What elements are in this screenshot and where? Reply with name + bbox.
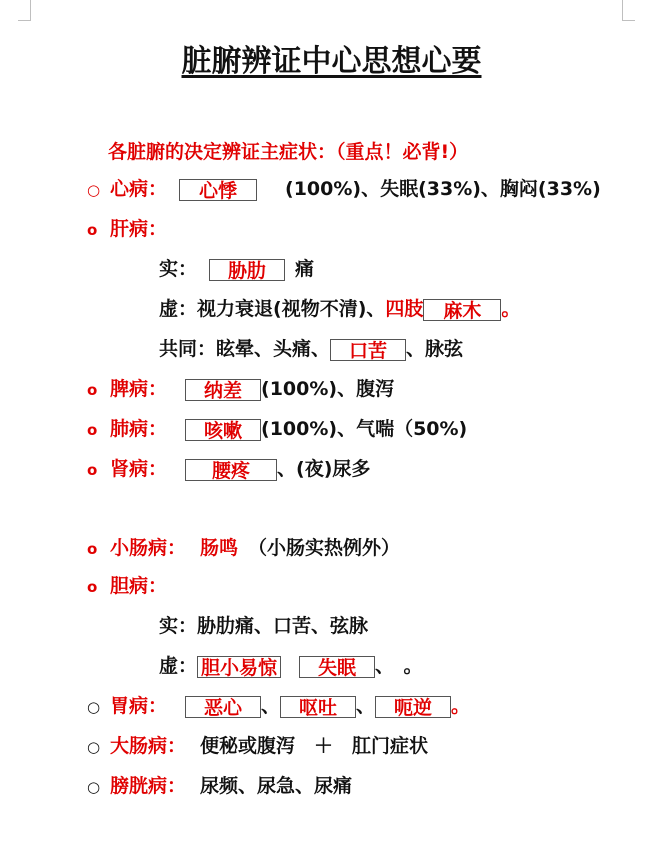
- bullet-icon: ο: [87, 221, 98, 239]
- small-intestine-rest: （小肠实热例外）: [248, 537, 401, 559]
- spleen-answer-box: 纳差: [185, 379, 261, 401]
- bullet-icon: ○: [87, 181, 101, 199]
- kidney-answer-box: 腰疼: [185, 459, 277, 481]
- gallbladder-deficiency-row: [159, 654, 423, 678]
- large-intestine-text: 便秘或腹泻 ＋ 肛门症状: [200, 735, 429, 757]
- bullet-icon: ο: [87, 381, 98, 399]
- page-title: 脏腑辨证中心思想心要: [181, 44, 482, 79]
- lung-row: [110, 417, 467, 441]
- heart-label: 心病：: [110, 178, 168, 200]
- gallbladder-deficiency-rest: 、 。: [375, 655, 423, 677]
- gallbladder-excess-label: 实：: [159, 615, 198, 637]
- stomach-end: 。: [451, 695, 471, 717]
- stomach-sep1: 、: [261, 695, 281, 717]
- bladder-label: 膀胱病：: [110, 775, 187, 797]
- liver-common-rest: 、脉弦: [406, 338, 464, 360]
- liver-deficiency-box: 麻木: [423, 299, 501, 321]
- liver-deficiency-row: [159, 297, 520, 321]
- bullet-icon: ο: [87, 540, 98, 558]
- liver-deficiency-label: 虚：: [159, 298, 198, 320]
- gallbladder-deficiency-label: 虚：: [159, 655, 198, 677]
- gallbladder-deficiency-box1: 胆小易惊: [197, 656, 281, 678]
- liver-excess-rest: 痛: [295, 258, 315, 280]
- spleen-label: 脾病：: [110, 378, 168, 400]
- liver-common-text: 眩晕、头痛、: [216, 338, 331, 360]
- lung-label: 肺病：: [110, 418, 168, 440]
- stomach-box2: 呕吐: [280, 696, 356, 718]
- kidney-rest: 、(夜)尿多: [277, 458, 371, 480]
- small-intestine-row: [110, 536, 400, 560]
- stomach-row: [110, 694, 470, 718]
- page-corner-mark: [622, 0, 635, 21]
- gallbladder-excess-row: [159, 614, 368, 638]
- bladder-row: [110, 774, 352, 798]
- heart-rest: (100%)、失眠(33%)、胸闷(33%): [285, 178, 601, 200]
- lung-rest: (100%)、气喘（50%): [261, 418, 468, 440]
- liver-deficiency-end: 。: [501, 298, 521, 320]
- bladder-text: 尿频、尿急、尿痛: [200, 775, 353, 797]
- section-heading: 各脏腑的决定辨证主症状：（重点！必背!）: [108, 141, 469, 163]
- liver-common-row: [159, 337, 463, 361]
- liver-deficiency-red: 四肢: [385, 298, 424, 320]
- liver-common-label: 共同：: [159, 338, 217, 360]
- spleen-row: [110, 377, 394, 401]
- liver-deficiency-text: 视力衰退(视物不清)、: [197, 298, 386, 320]
- liver-excess-row: [159, 257, 314, 281]
- lung-answer-box: 咳嗽: [185, 419, 261, 441]
- liver-label: 肝病：: [110, 218, 168, 240]
- kidney-row: [110, 457, 370, 481]
- bullet-icon: ο: [87, 421, 98, 439]
- page-corner-mark: [18, 0, 31, 21]
- kidney-label: 肾病：: [110, 458, 168, 480]
- large-intestine-row: [110, 734, 428, 758]
- bullet-icon: ○: [87, 738, 101, 756]
- gallbladder-label: 胆病：: [110, 575, 168, 597]
- heart-answer-box: 心悸: [179, 179, 257, 201]
- liver-common-box: 口苦: [330, 339, 406, 361]
- stomach-sep2: 、: [356, 695, 376, 717]
- small-intestine-label: 小肠病：: [110, 537, 187, 559]
- large-intestine-label: 大肠病：: [110, 735, 187, 757]
- stomach-box3: 呃逆: [375, 696, 451, 718]
- liver-excess-box: 胁肋: [209, 259, 285, 281]
- small-intestine-red: 肠鸣: [200, 537, 239, 559]
- gallbladder-excess-text: 胁肋痛、口苦、弦脉: [197, 615, 369, 637]
- bullet-icon: ο: [87, 461, 98, 479]
- bullet-icon: ○: [87, 778, 101, 796]
- bullet-icon: ο: [87, 578, 98, 596]
- gallbladder-deficiency-box2: 失眠: [299, 656, 375, 678]
- stomach-label: 胃病：: [110, 695, 168, 717]
- heart-row: [110, 177, 601, 201]
- stomach-box1: 恶心: [185, 696, 261, 718]
- liver-excess-label: 实：: [159, 258, 198, 280]
- bullet-icon: ○: [87, 698, 101, 716]
- spleen-rest: (100%)、腹泻: [261, 378, 395, 400]
